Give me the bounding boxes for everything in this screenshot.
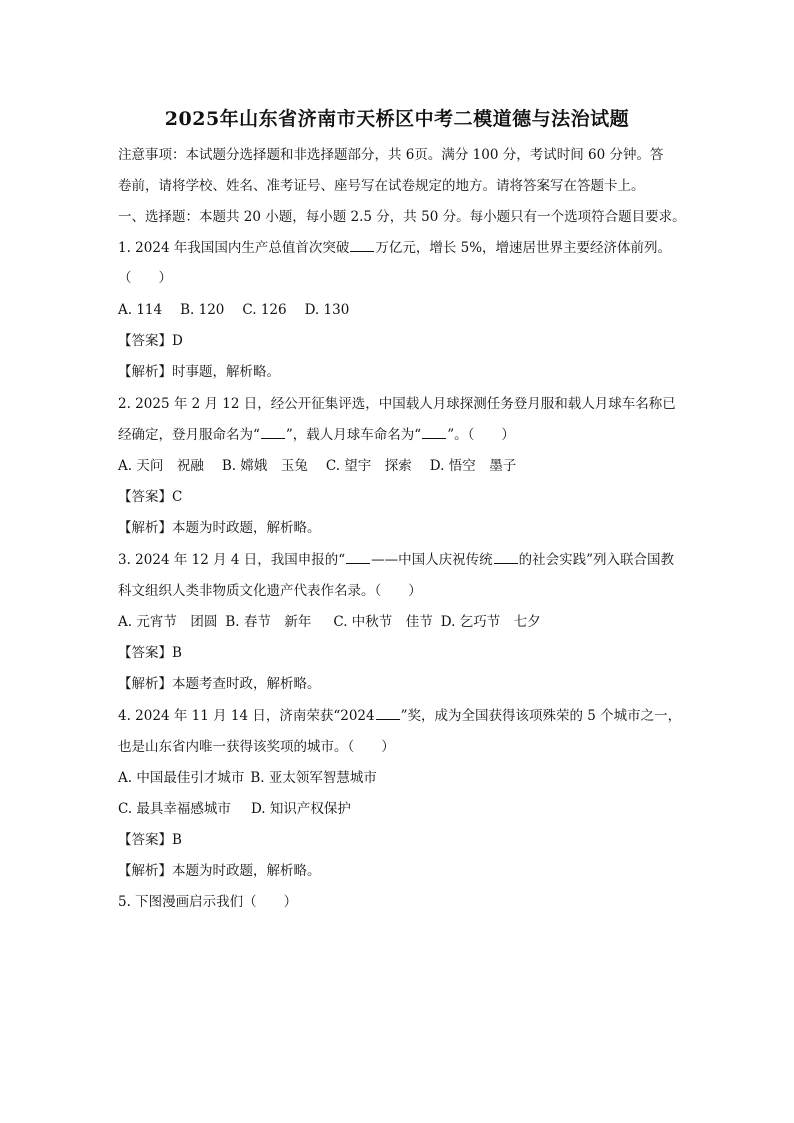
- option-c: C. 望宇 探索: [325, 458, 412, 474]
- notice-line-2: 卷前，请将学校、姓名、准考证号、座号写在试卷规定的地方。请将答案写在答题卡上。: [118, 178, 645, 194]
- q4-text-pre: 4. 2024 年 11 月 14 日，济南荣获“2024: [118, 708, 375, 724]
- question-2-stem-1: 2. 2025 年 2 月 12 日，经公开征集评选，中国载人月球探测任务登月服和载人月球车名称已: [118, 396, 676, 412]
- question-4-answer: 【答案】B: [118, 832, 182, 848]
- q3-text-pre: 3. 2024 年 12 月 4 日，我国申报的“: [118, 552, 346, 568]
- question-4-stem-1: [118, 706, 688, 726]
- option-b: B. 春节 新年: [225, 614, 312, 630]
- option-d: D. 悟空 墨子: [429, 458, 517, 474]
- question-1-stem: [118, 238, 688, 258]
- fill-blank: [494, 551, 518, 564]
- q2-text-mid: ”，载人月球车命名为“: [285, 427, 422, 443]
- fill-blank: [346, 551, 370, 564]
- question-1-paren: （ ）: [118, 270, 172, 286]
- q2-text-post: ”。（ ）: [447, 427, 515, 443]
- option-b: B. 120: [180, 302, 225, 318]
- option-b: B. 嫦娥 玉兔: [221, 458, 308, 474]
- option-c: C. 126: [242, 302, 287, 318]
- question-5-stem: 5. 下图漫画启示我们（ ）: [118, 894, 298, 910]
- option-a: A. 元宵节 团圆: [118, 614, 218, 630]
- question-1-options: [118, 300, 688, 320]
- option-d: D. 知识产权保护: [250, 801, 351, 817]
- question-3-stem-1: [118, 550, 688, 570]
- question-1-answer: 【答案】D: [118, 333, 183, 349]
- question-4-options-row-2: [118, 799, 688, 819]
- option-c: C. 中秋节 佳节: [333, 614, 433, 630]
- question-2-stem-2: [118, 425, 688, 445]
- question-3-analysis: 【解析】本题考查时政，解析略。: [118, 676, 321, 692]
- question-3-stem-2: 科文组织人类非物质文化遗产代表作名录。（ ）: [118, 583, 422, 599]
- fill-blank: [261, 426, 285, 439]
- question-4-analysis: 【解析】本题为时政题，解析略。: [118, 863, 321, 879]
- question-3-options: [118, 612, 688, 632]
- option-c: C. 最具幸福感城市: [118, 801, 231, 817]
- option-b: B. 亚太领军智慧城市: [250, 770, 377, 786]
- fill-blank: [422, 426, 446, 439]
- notice-line-1: 注意事项：本试题分选择题和非选择题部分，共 6页。满分 100 分，考试时间 60 分钟。答: [118, 147, 664, 163]
- q1-text-post: 万亿元，增长 5%，增速居世界主要经济体前列。: [375, 240, 672, 256]
- fill-blank: [350, 239, 374, 252]
- fill-blank: [376, 707, 400, 720]
- question-2-answer: 【答案】C: [118, 489, 183, 505]
- question-4-options-row-1: [118, 768, 688, 788]
- q2-text-pre: 经确定，登月服命名为“: [118, 427, 260, 443]
- question-2-options: [118, 456, 688, 476]
- q3-text-post: 的社会实践”列入联合国教: [518, 552, 675, 568]
- question-2-analysis: 【解析】本题为时政题，解析略。: [118, 520, 321, 536]
- section-heading: 一、选择题：本题共 20 小题，每小题 2.5 分，共 50 分。每小题只有一个选项符合题目要求。: [118, 209, 686, 225]
- q3-text-mid: ——中国人庆祝传统: [371, 552, 493, 568]
- q1-text-pre: 1. 2024 年我国国内生产总值首次突破: [118, 240, 350, 256]
- page-title: 2025年山东省济南市天桥区中考二模道德与法治试题: [164, 108, 630, 130]
- option-d: D. 乞巧节 七夕: [440, 614, 541, 630]
- option-a: A. 天问 祝融: [118, 458, 204, 474]
- question-4-stem-2: 也是山东省内唯一获得该奖项的城市。（ ）: [118, 739, 395, 755]
- question-3-answer: 【答案】B: [118, 645, 182, 661]
- option-a: A. 中国最佳引才城市: [118, 770, 245, 786]
- option-a: A. 114: [118, 302, 163, 318]
- q4-text-post: ”奖，成为全国获得该项殊荣的 5 个城市之一，: [400, 708, 682, 724]
- option-d: D. 130: [304, 302, 350, 318]
- question-1-analysis: 【解析】时事题，解析略。: [118, 364, 280, 380]
